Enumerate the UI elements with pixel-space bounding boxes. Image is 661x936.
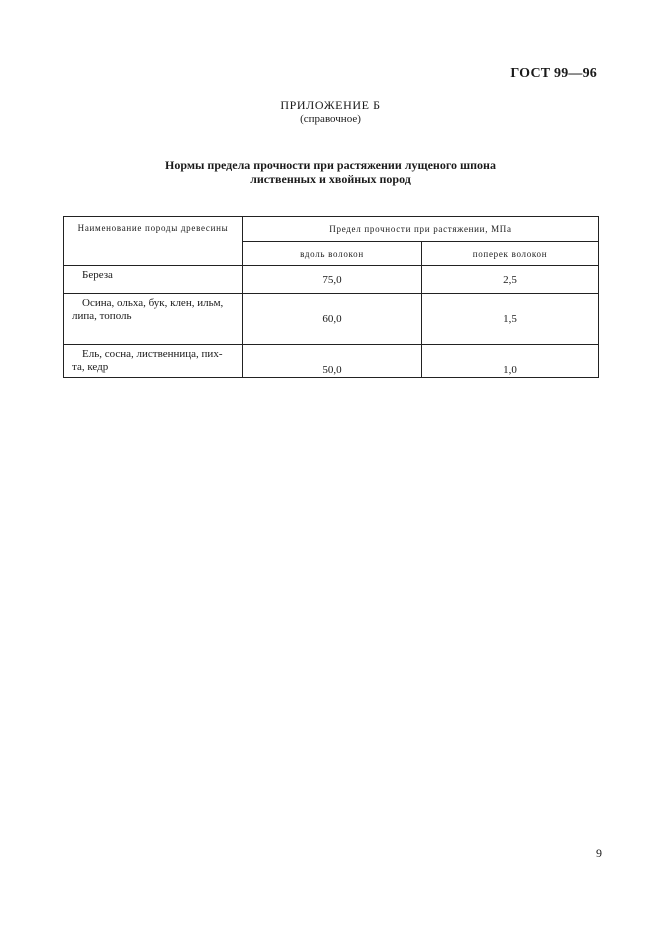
wood-species-cell — [64, 345, 243, 378]
column-header-tensile-strength: Предел прочности при растяжении, МПа — [243, 217, 599, 242]
wood-species-line-2: та, кедр — [72, 361, 109, 373]
strength-norms-table — [63, 216, 599, 378]
table-title-line-1: Нормы предела прочности при растяжении лущеного шпона — [165, 158, 496, 172]
wood-species-cell — [64, 294, 243, 345]
along-fibers-value: 50,0 — [243, 345, 422, 378]
across-fibers-value: 2,5 — [422, 266, 599, 294]
wood-species-line-2: липа, тополь — [72, 310, 132, 322]
table-row — [64, 294, 599, 345]
column-header-wood-species: Наименование породы древесины — [64, 217, 243, 266]
wood-species-line-1: Береза — [82, 269, 113, 281]
appendix-title: ПРИЛОЖЕНИЕ Б — [280, 98, 381, 112]
column-header-along-fibers: вдоль волокон — [243, 242, 422, 266]
table-title — [0, 158, 661, 186]
wood-species-cell — [64, 266, 243, 294]
along-fibers-value: 75,0 — [243, 266, 422, 294]
across-fibers-value: 1,0 — [422, 345, 599, 378]
table-title-line-2: лиственных и хвойных пород — [250, 172, 411, 186]
page-number: 9 — [596, 846, 602, 860]
appendix-heading — [0, 98, 661, 126]
across-fibers-value: 1,5 — [422, 294, 599, 345]
appendix-subtitle: (справочное) — [300, 113, 361, 125]
table-row — [64, 345, 599, 378]
document-code: ГОСТ 99—96 — [510, 66, 597, 81]
wood-species-line-1: Ель, сосна, лиственница, пих- — [82, 348, 223, 360]
wood-species-line-1: Осина, ольха, бук, клен, ильм, — [82, 297, 224, 309]
table-row — [64, 266, 599, 294]
column-header-across-fibers: поперек волокон — [422, 242, 599, 266]
along-fibers-value: 60,0 — [243, 294, 422, 345]
